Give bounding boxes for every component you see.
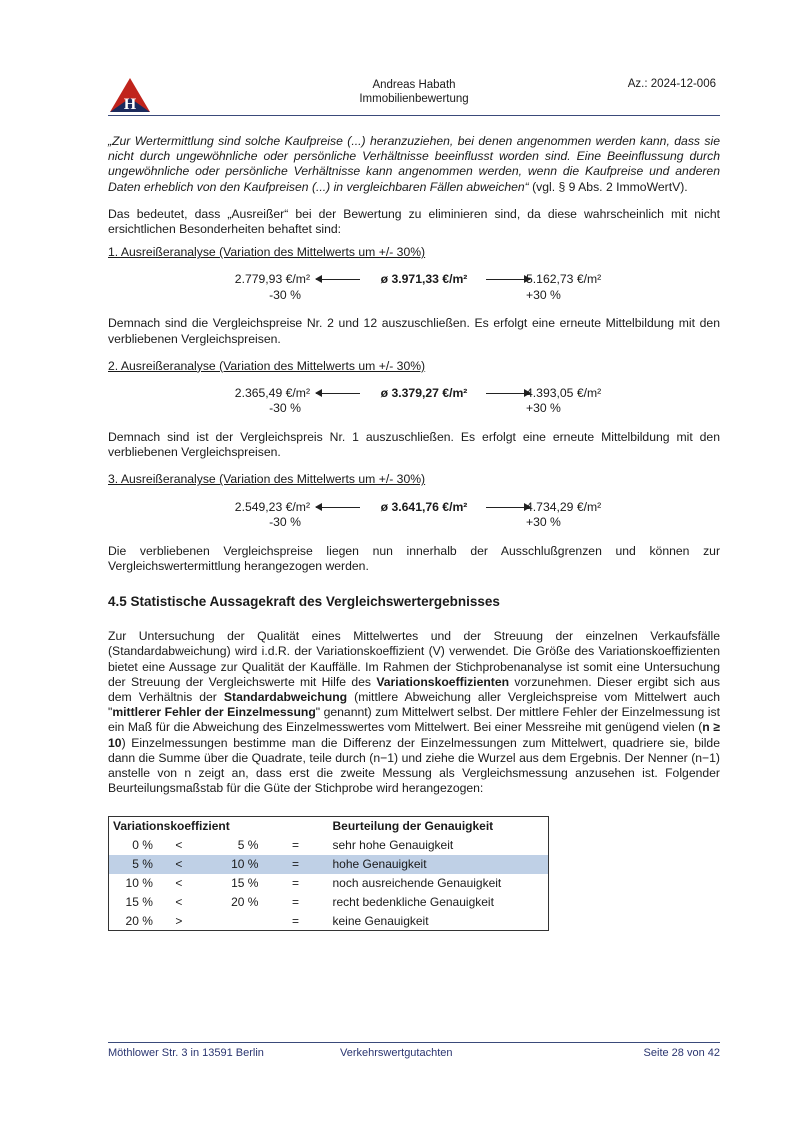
analysis-2-low-pct: -30 % (269, 401, 301, 416)
analysis-1-low-pct: -30 % (269, 287, 301, 302)
analysis-2-heading: 2. Ausreißeranalyse (Variation des Mittelwerts um +/- 30%) (108, 358, 426, 373)
left-arrow-icon (316, 279, 360, 280)
table-row: 20 % > = keine Genauigkeit (125, 913, 429, 928)
reference-number: Az.: 2024-12-006 (627, 78, 716, 90)
table-row-highlighted: 5 % < 10 % = hohe Genauigkeit (109, 855, 549, 874)
table-header-right: Beurteilung der Genauigkeit (332, 819, 494, 834)
analysis-1-high-pct: +30 % (526, 287, 561, 302)
section-title: 4.5 Statistische Aussagekraft des Vergleichswertergebnisses (108, 594, 500, 610)
analysis-3-low: 2.549,23 €/m² (234, 499, 310, 514)
intro-quote: „Zur Wertermittlung sind solche Kaufpreise (...) heranzuziehen, bei denen angenommen werden kann, dass sie nicht durch ungewöhnliche oder persönliche Verhältnisse beeinflusst worden sind. Eine Beeinflussung durch ungewöhnliche oder persönliche Verhältnisse kann angenommen werden, wenn die Kaufpreise und anderen Daten erheblich von den Kaufpreisen (...) in vergleichbaren Fällen abweichen“ (vgl. § 9 Abs. 2 ImmoWertV). (108, 134, 720, 194)
section-paragraph: Zur Untersuchung der Qualität eines Mittelwertes und der Streuung der einzelnen Verkaufsfälle (Standardabweichung) wird i.d.R. der Variationskoeffizient (V) verwendet. Die Größe des Variationskoeffizienten bietet eine Aussage zur Qualität der Kauffälle. Im Rahmen der Stichprobenanalyse ist somit eine Untersuchung der Streuung der Vergleichswerte mit Hilfe des Variationskoeffizienten vorzunehmen. Dieser ergibt sich aus dem Verhältnis der Standardabweichung (mittlere Abweichung aller Vergleichspreise vom Mittelwert auch "mittlerer Fehler der Einzelmessung" genannt) zum Mittelwert selbst. Der mittlere Fehler der Einzelmessung ist ein Maß für die Abweichung des Einzelmesswertes vom Mittelwert. Bei einer Messreihe mit genügend vielen (n ≥ 10) Einzelmessungen bestimme man die Differenz der Einzelmessungen zum Mittelwert, quadriere sie, bilde dann die Summe über die Quadrate, teile durch (n−1) und ziehe die Wurzel aus dem Ergebnis. Der Nenner (n−1) anstelle von n zeigt an, dass erst die zweite Messung als Vergleichsmessung anzusehen ist. Folgender Beurteilungsmaßstab für die Güte der Stichprobe wird herangezogen: (108, 629, 720, 796)
analysis-2-range (108, 386, 720, 422)
analysis-3-high: 4.734,29 €/m² (526, 499, 602, 514)
analysis-1-low: 2.779,93 €/m² (234, 272, 310, 287)
analysis-1-mean: ø 3.971,33 €/m² (380, 272, 468, 287)
analysis-3-range (108, 500, 720, 536)
intro-paragraph: Das bedeutet, dass „Ausreißer“ bei der Bewertung zu eliminieren sind, da diese wahrscheinlich mit nicht ersichtlichen Besonderheiten behaftet sind: (108, 206, 720, 237)
analysis-3-mean: ø 3.641,76 €/m² (380, 499, 468, 514)
page-content (108, 134, 720, 931)
analysis-3-high-pct: +30 % (526, 514, 561, 529)
right-arrow-icon (486, 393, 530, 394)
analysis-1-range (108, 272, 720, 308)
right-arrow-icon (486, 279, 530, 280)
analysis-2-mean: ø 3.379,27 €/m² (380, 386, 468, 401)
analysis-2-low: 2.365,49 €/m² (234, 386, 310, 401)
page-footer (108, 1042, 720, 1060)
analysis-2-result: Demnach sind ist der Vergleichspreis Nr. 1 auszuschließen. Es erfolgt eine erneute Mittelbildung mit den verbliebenen Vergleichspreisen. (108, 430, 720, 460)
left-arrow-icon (316, 507, 360, 508)
analysis-3-result: Die verbliebenen Vergleichspreise liegen nun innerhalb der Ausschlußgrenzen und können zur Vergleichswertermittlung herangezogen werden. (108, 543, 720, 573)
table-row: 10 % < 15 % = noch ausreichende Genauigkeit (125, 875, 502, 890)
analysis-2-high-pct: +30 % (526, 401, 561, 416)
left-arrow-icon (316, 393, 360, 394)
analysis-1-high: 5.162,73 €/m² (526, 272, 602, 287)
analysis-3-low-pct: -30 % (269, 514, 301, 529)
right-arrow-icon (486, 507, 530, 508)
table-row: 0 % < 5 % = sehr hohe Genauigkeit (132, 837, 454, 852)
analysis-1-result: Demnach sind die Vergleichspreise Nr. 2 und 12 auszuschließen. Es erfolgt eine erneute Mittelbildung mit den verbliebenen Vergleichspreisen. (108, 316, 720, 346)
analysis-1-heading: 1. Ausreißeranalyse (Variation des Mittelwerts um +/- 30%) (108, 245, 426, 260)
analysis-3-heading: 3. Ausreißeranalyse (Variation des Mittelwerts um +/- 30%) (108, 472, 426, 487)
analysis-2-high: 4.393,05 €/m² (526, 386, 602, 401)
table-header-left: Variationskoeffizient (113, 819, 230, 834)
assessment-table (108, 816, 549, 931)
footer-page-number: Seite 28 von 42 (643, 1047, 720, 1059)
page-header (108, 72, 720, 116)
header-name: Andreas Habath (372, 79, 456, 91)
header-subtitle: Immobilienbewertung (359, 93, 469, 105)
table-header-row (109, 817, 549, 836)
footer-address: Möthlower Str. 3 in 13591 Berlin (108, 1047, 264, 1059)
logo-letter: H (123, 96, 137, 113)
table-row: 15 % < 20 % = recht bedenkliche Genauigkeit (125, 894, 494, 909)
footer-doc-type: Verkehrswertgutachten (340, 1047, 453, 1059)
